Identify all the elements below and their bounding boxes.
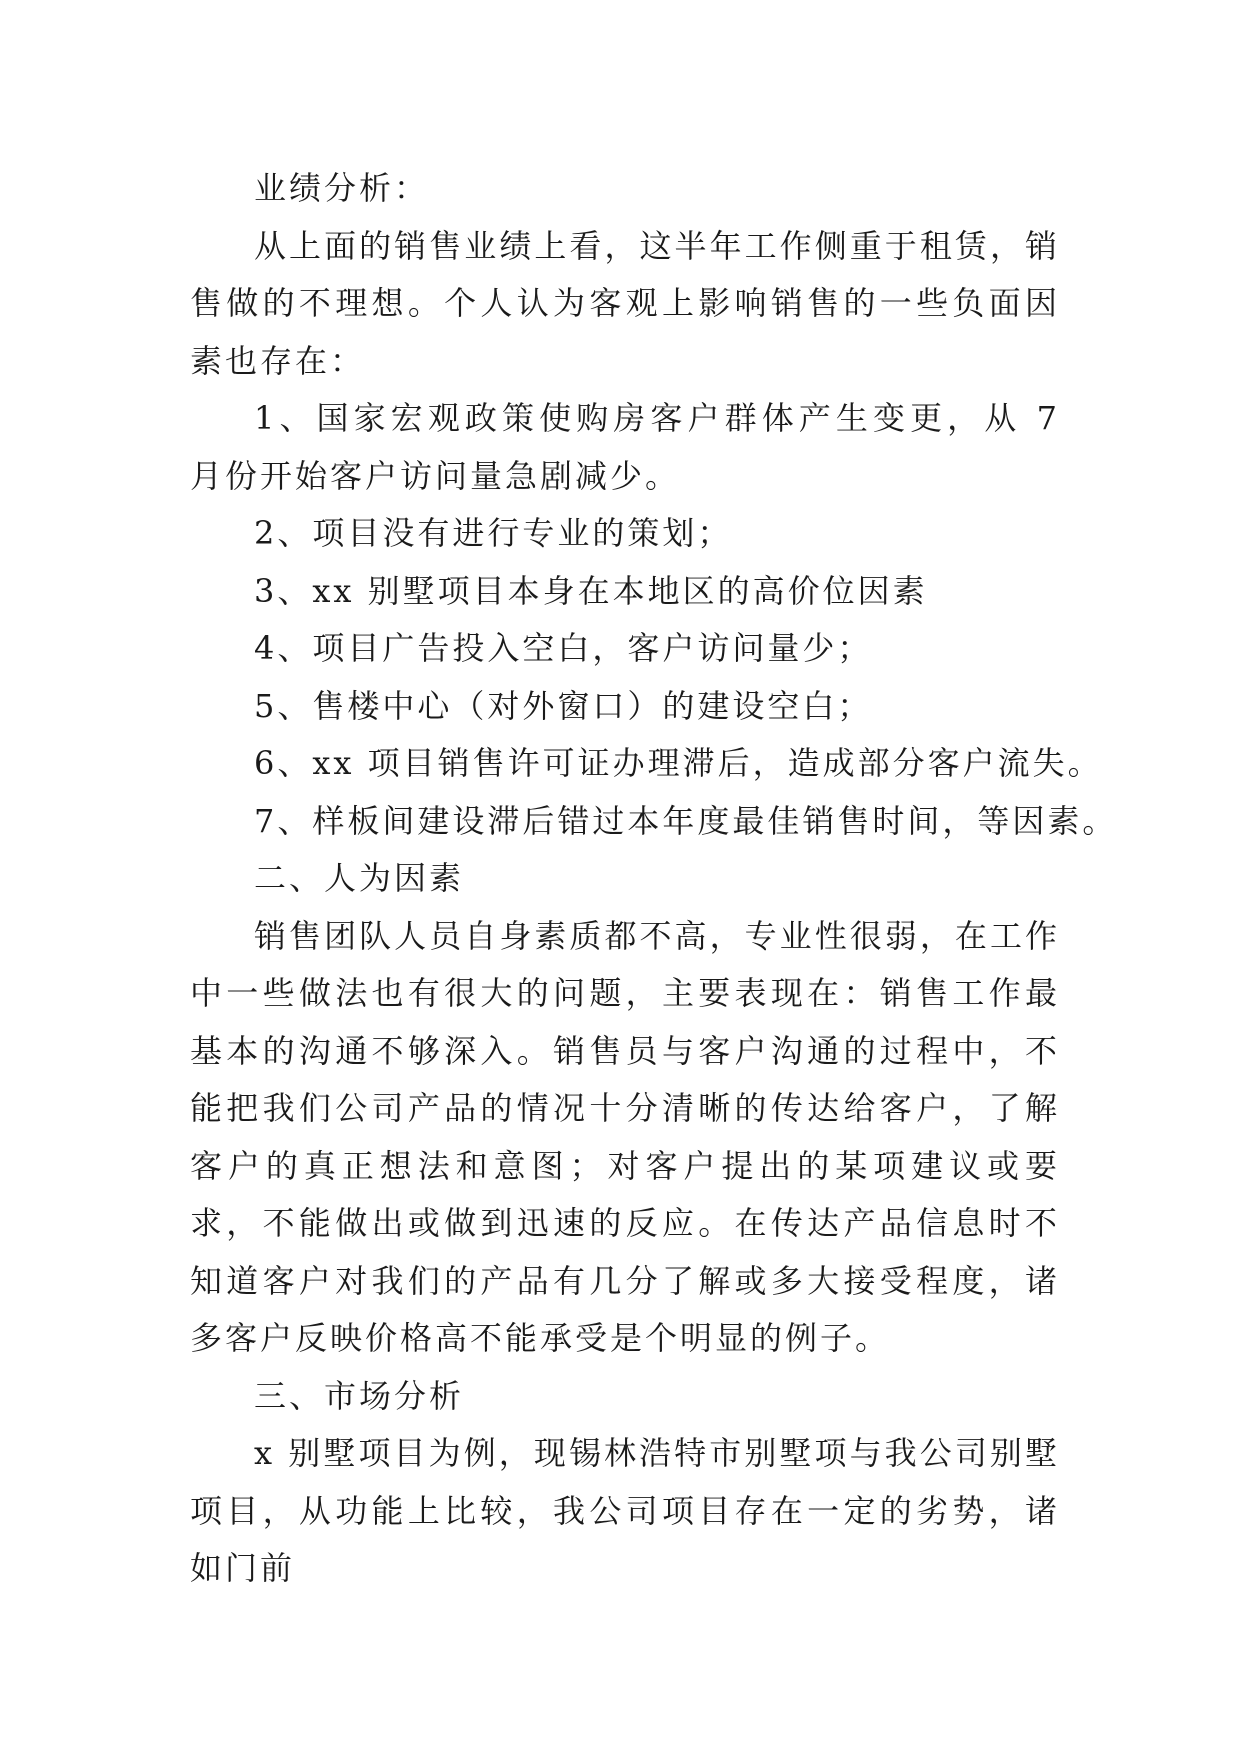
paragraph-factor-2: 2、项目没有进行专业的策划； <box>254 514 733 552</box>
paragraph-human-factors: 销售团队人员自身素质都不高，专业性很弱，在工作中一些做法也有很大的问题，主要表现在：销售工作最基本的沟通不够深入。销售员与客户沟通的过程中，不能把我们公司产品的情况十分清晰的传达给客户，了解客户的真正想法和意图；对客户提出的某项建议或要求，不能做出或做到迅速的反应。在传达产品信息时不知道客户对我们的产品有几分了解或多大接受程度，诸多客户反映价格高不能承受是个明显的例子。 <box>190 916 1060 1357</box>
paragraph-factor-3: 3、xx 别墅项目本身在本地区的高价位因素 <box>254 571 928 610</box>
paragraph-factor-5: 5、售楼中心（对外窗口）的建设空白； <box>254 686 873 725</box>
paragraph-performance-analysis-heading: 业绩分析： <box>254 169 430 207</box>
paragraph-factor-1: 1、国家宏观政策使购房客户群体产生变更，从 7 月份开始客户访问量急剧减少。 <box>190 399 1060 495</box>
paragraph-sales-overview: 从上面的销售业绩上看，这半年工作侧重于租赁，销售做的不理想。个人认为客观上影响销售的一些负面因素也存在： <box>190 226 1060 380</box>
paragraph-factor-7: 7、样板间建设滞后错过本年度最佳销售时间，等因素。 <box>254 801 1118 840</box>
section-heading-market-analysis: 三、市场分析 <box>254 1376 465 1415</box>
document-body <box>190 160 1118 1598</box>
paragraph-market-analysis: x 别墅项目为例，现锡林浩特市别墅项与我公司别墅项目，从功能上比较，我公司项目存在一定的劣势，诸如门前 <box>190 1434 1060 1587</box>
section-heading-human-factors: 二、人为因素 <box>254 859 465 897</box>
paragraph-factor-6: 6、xx 项目销售许可证办理滞后，造成部分客户流失。 <box>254 744 1103 782</box>
paragraph-factor-4: 4、项目广告投入空白，客户访问量少； <box>254 629 873 667</box>
